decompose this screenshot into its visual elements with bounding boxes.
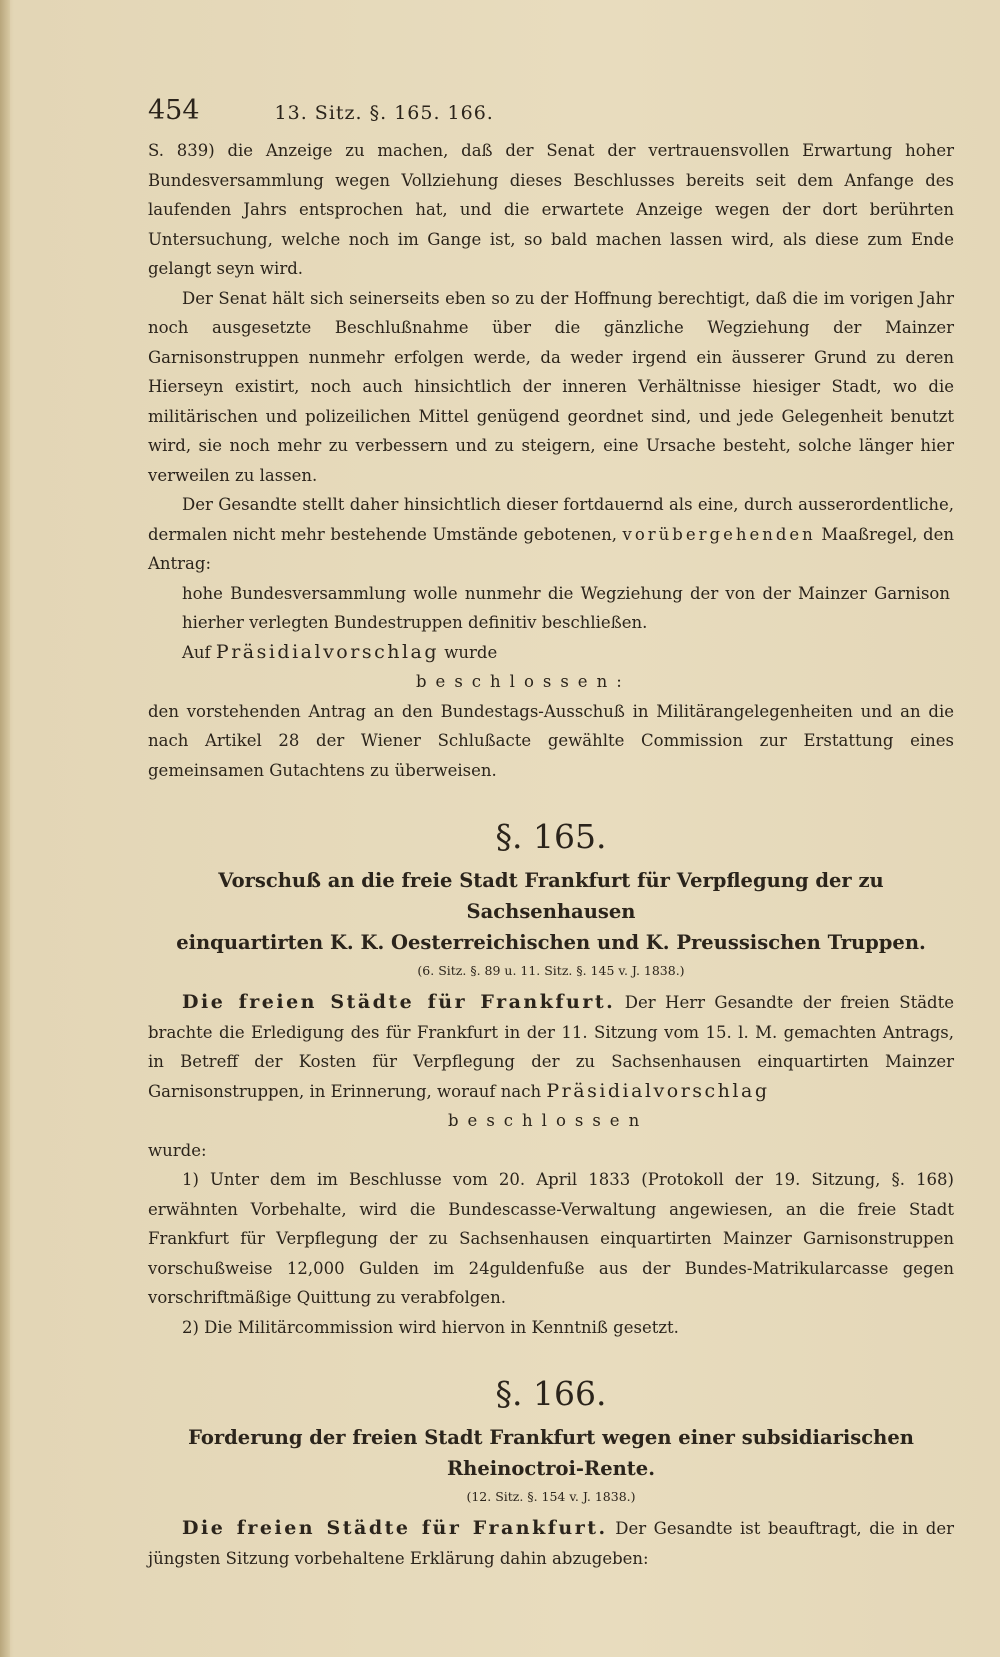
section-166-party: Die freien Städte für Frankfurt. <box>182 1517 608 1539</box>
envoy-motion-text-a: Der Gesandte stellt daher hinsichtlich dieser fortdauernd als eine, durch ausserordentliche, dermalen nicht mehr bestehende Umstände gebotenen, <box>148 495 954 544</box>
page-content <box>148 96 954 1573</box>
paragraph-resolution: den vorstehenden Antrag an den Bundestags-Ausschuß in Militärangelegenheiten und an die nach Artikel 28 der Wiener Schlußacte gewählte Commission zur Erstattung eines gemeinsamen Gutachtens zu überweisen. <box>148 701 954 780</box>
proposal-text-a: Auf <box>182 642 211 662</box>
running-head: 13. Sitz. §. 165. 166. <box>274 102 494 124</box>
section-165-paragraph <box>148 988 954 1106</box>
section-166-number: §. 166. <box>495 1374 607 1413</box>
section-165-number: §. 165. <box>495 817 607 856</box>
section-165-presidial-word: Präsidialvorschlag <box>546 1079 770 1102</box>
page-binding-edge <box>0 0 10 1657</box>
section-165-reference: (6. Sitz. §. 89 u. 11. Sitz. §. 145 v. J. 1838.) <box>417 963 685 978</box>
envoy-motion-text-b: Maaßregel, den Antrag: <box>148 524 954 573</box>
section-165-text: Der Herr Gesandte der freien Städte brachte die Erledigung des für Frankfurt in der 11. Sitzung vom 15. l. M. gemachten Antrags, in Betreff der Kosten für Verpflegung der zu Sachsenhausen einquartirten Mainzer Garnisonstruppen, in Erinnerung, worauf nach <box>148 993 954 1101</box>
presidial-proposal-word: Präsidialvorschlag <box>215 640 440 663</box>
paragraph-motion-content: hohe Bundesversammlung wolle nunmehr die Wegziehung der von der Mainzer Garnison hierher verlegten Bundestruppen definitiv beschließen. <box>182 583 950 632</box>
paragraph-envoy-motion <box>148 490 954 579</box>
paragraph-presidial-proposal <box>148 638 954 668</box>
section-165-wurde: wurde: <box>148 1140 207 1160</box>
section-165-title-line2: einquartirten K. K. Oesterreichischen und K. Preussischen Truppen. <box>176 931 926 954</box>
section-165-resolved: beschlossen <box>448 1111 649 1130</box>
section-165-title-line1: Vorschuß an die freie Stadt Frankfurt für Verpflegung der zu Sachsenhausen <box>218 869 884 923</box>
section-166-reference: (12. Sitz. §. 154 v. J. 1838.) <box>466 1489 636 1504</box>
section-166-text: Der Gesandte ist beauftragt, die in der jüngsten Sitzung vorbehaltene Erklärung dahin abzugeben: <box>148 1519 955 1568</box>
page-number: 454 <box>148 95 200 126</box>
section-165-item-2: 2) Die Militärcommission wird hiervon in Kenntniß gesetzt. <box>182 1317 679 1337</box>
section-166-title: Forderung der freien Stadt Frankfurt wegen einer subsidiarischen Rheinoctroi-Rente. <box>188 1426 914 1480</box>
section-165-party: Die freien Städte für Frankfurt. <box>182 991 616 1013</box>
section-165-item-1: 1) Unter dem im Beschlusse vom 20. April 1833 (Protokoll der 19. Sitzung, §. 168) erwähnten Vorbehalte, wird die Bundescasse-Verwaltung angewiesen, an die freie Stadt Frankfurt für Verpflegung der zu Sachsenhausen einquartirten Mainzer Garnisonstruppen vorschußweise 12,000 Gulden im 24guldenfuße aus der Bundes-Matrikularcasse gegen vorschriftmäßige Quittung zu verabfolgen. <box>148 1170 954 1307</box>
paragraph-continuation: S. 839) die Anzeige zu machen, daß der Senat der vertrauensvollen Erwartung hoher Bundesversammlung wegen Vollziehung dieses Beschlusses bereits seit dem Anfange des laufenden Jahrs entsprochen hat, und die erwartete Anzeige wegen der dort berührten Untersuchung, welche noch im Gange ist, so bald machen lassen wird, als diese zum Ende gelangt seyn wird. <box>148 141 954 278</box>
resolved-heading: beschlossen: <box>416 672 631 691</box>
emphasized-word: vorübergehenden <box>622 524 816 544</box>
section-166-paragraph <box>148 1514 954 1573</box>
paragraph-senat-hope: Der Senat hält sich seinerseits eben so zu der Hoffnung berechtigt, daß die im vorigen Jahr noch ausgesetzte Beschlußnahme über die gänzliche Wegziehung der Mainzer Garnisonstruppen nunmehr erfolgen werde, da weder irgend ein äusserer Grund zu deren Hierseyn existirt, noch auch hinsichtlich der inneren Verhältnisse hiesiger Stadt, wo die militärischen und polizeilichen Mittel genügend geordnet sind, und jede Gelegenheit benutzt wird, sie noch mehr zu verbessern und zu steigern, eine Ursache besteht, solche länger hier verweilen zu lassen. <box>148 288 954 485</box>
page-header <box>148 96 954 136</box>
proposal-text-b: wurde <box>444 642 498 662</box>
